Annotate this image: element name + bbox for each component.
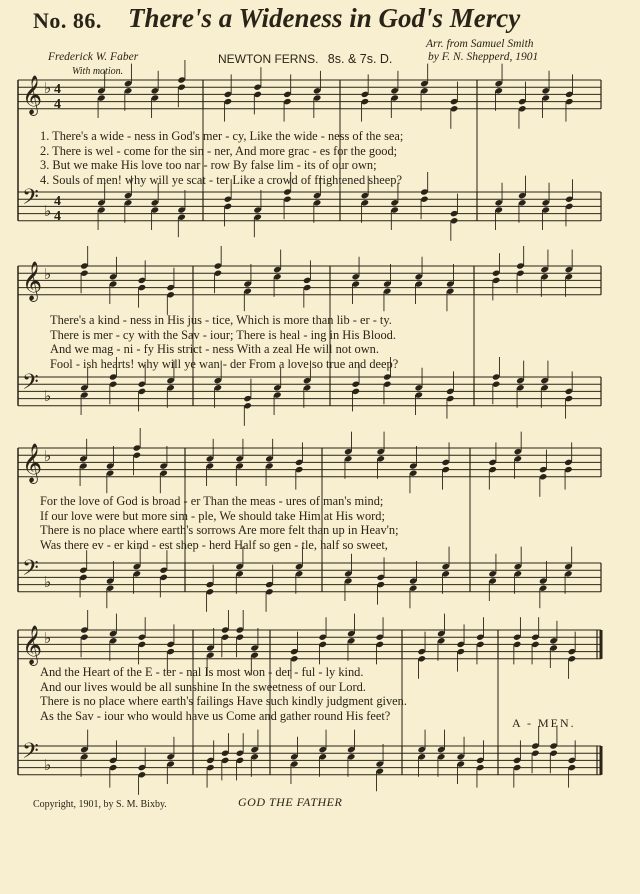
section-title: GOD THE FATHER bbox=[238, 795, 343, 809]
copyright: Copyright, 1901, by S. M. Bixby. bbox=[33, 799, 167, 810]
time-signature-bottom: 4 bbox=[54, 209, 61, 224]
treble-clef-icon: 𝄞 bbox=[22, 625, 43, 665]
meter: 8s. & 7s. D. bbox=[327, 52, 393, 66]
tune-name: NEWTON FERNS. bbox=[218, 52, 319, 66]
key-signature-flat-icon: ♭ bbox=[44, 202, 52, 220]
lyric-line-verse-1: For the love of God is broad - er Than the meas - ures of man's mind; bbox=[40, 494, 384, 508]
arranger-credit-2: by F. N. Shepperd, 1901 bbox=[428, 51, 539, 63]
bass-clef-icon: 𝄢 bbox=[22, 185, 39, 215]
treble-clef-icon: 𝄞 bbox=[22, 261, 43, 301]
lyric-line-verse-3: There is no place where earth's sorrows Are more felt than up in Heav'n; bbox=[40, 523, 399, 537]
lyric-line-verse-2: If our love were but more sim - ple, We should take Him at His word; bbox=[40, 508, 385, 523]
lyric-line-verse-1: There's a kind - ness in His jus - tice, Which is more than lib - er - ty. bbox=[50, 313, 392, 327]
key-signature-flat-icon: ♭ bbox=[44, 387, 52, 405]
lyric-line-verse-2: 2. There is wel - come for the sin - ner, And more grac - es for the good; bbox=[40, 143, 398, 158]
bass-clef-icon: 𝄢 bbox=[22, 556, 39, 586]
bass-clef-icon: 𝄢 bbox=[22, 739, 39, 769]
key-signature-flat-icon: ♭ bbox=[44, 265, 52, 283]
amen-text: A - MEN. bbox=[512, 716, 576, 730]
arranger-credit-1: Arr. from Samuel Smith bbox=[426, 38, 534, 50]
lyric-line-verse-4: 4. Souls of men! why will ye scat - ter Like a crowd of frightened sheep? bbox=[40, 172, 402, 187]
treble-clef-icon: 𝄞 bbox=[22, 75, 43, 115]
hymn-title: There's a Wideness in God's Mercy bbox=[128, 3, 521, 33]
lyric-line-verse-1: And the Heart of the E - ter - nal Is most won - der - ful - ly kind. bbox=[40, 665, 364, 679]
treble-clef-icon: 𝄞 bbox=[22, 443, 43, 483]
lyric-line-verse-4: Fool - ish hearts! why will ye wan - der From a love so true and deep? bbox=[50, 356, 399, 371]
key-signature-flat-icon: ♭ bbox=[44, 79, 52, 97]
lyric-line-verse-4: As the Sav - iour who would have us Come and gather round His feet? bbox=[40, 708, 391, 723]
lyric-line-verse-2: And our lives would be all sunshine In the sweetness of our Lord. bbox=[40, 679, 366, 694]
lyric-line-verse-3: 3. But we make His love too nar - row By false lim - its of our own; bbox=[40, 158, 377, 172]
bass-clef-icon: 𝄢 bbox=[22, 370, 39, 400]
key-signature-flat-icon: ♭ bbox=[44, 447, 52, 465]
hymn-number: No. 86. bbox=[33, 8, 102, 33]
time-signature-top: 4 bbox=[54, 194, 61, 209]
author-credit: Frederick W. Faber bbox=[48, 51, 139, 63]
time-signature-top: 4 bbox=[54, 82, 61, 97]
key-signature-flat-icon: ♭ bbox=[44, 756, 52, 774]
lyric-line-verse-4: Was there ev - er kind - est shep - herd Half so gen - tle, half so sweet, bbox=[40, 537, 388, 552]
lyric-line-verse-2: There is mer - cy with the Sav - iour; There is heal - ing in His Blood. bbox=[50, 327, 396, 342]
key-signature-flat-icon: ♭ bbox=[44, 629, 52, 647]
time-signature-bottom: 4 bbox=[54, 97, 61, 112]
key-signature-flat-icon: ♭ bbox=[44, 573, 52, 591]
tempo-marking: With motion. bbox=[72, 66, 124, 77]
lyric-line-verse-3: And we mag - ni - fy His strict - ness With a zeal He will not own. bbox=[50, 342, 379, 356]
lyric-line-verse-1: 1. There's a wide - ness in God's mer - cy, Like the wide - ness of the sea; bbox=[40, 129, 404, 143]
lyric-line-verse-3: There is no place where earth's failings Have such kindly judgment given. bbox=[40, 694, 407, 708]
